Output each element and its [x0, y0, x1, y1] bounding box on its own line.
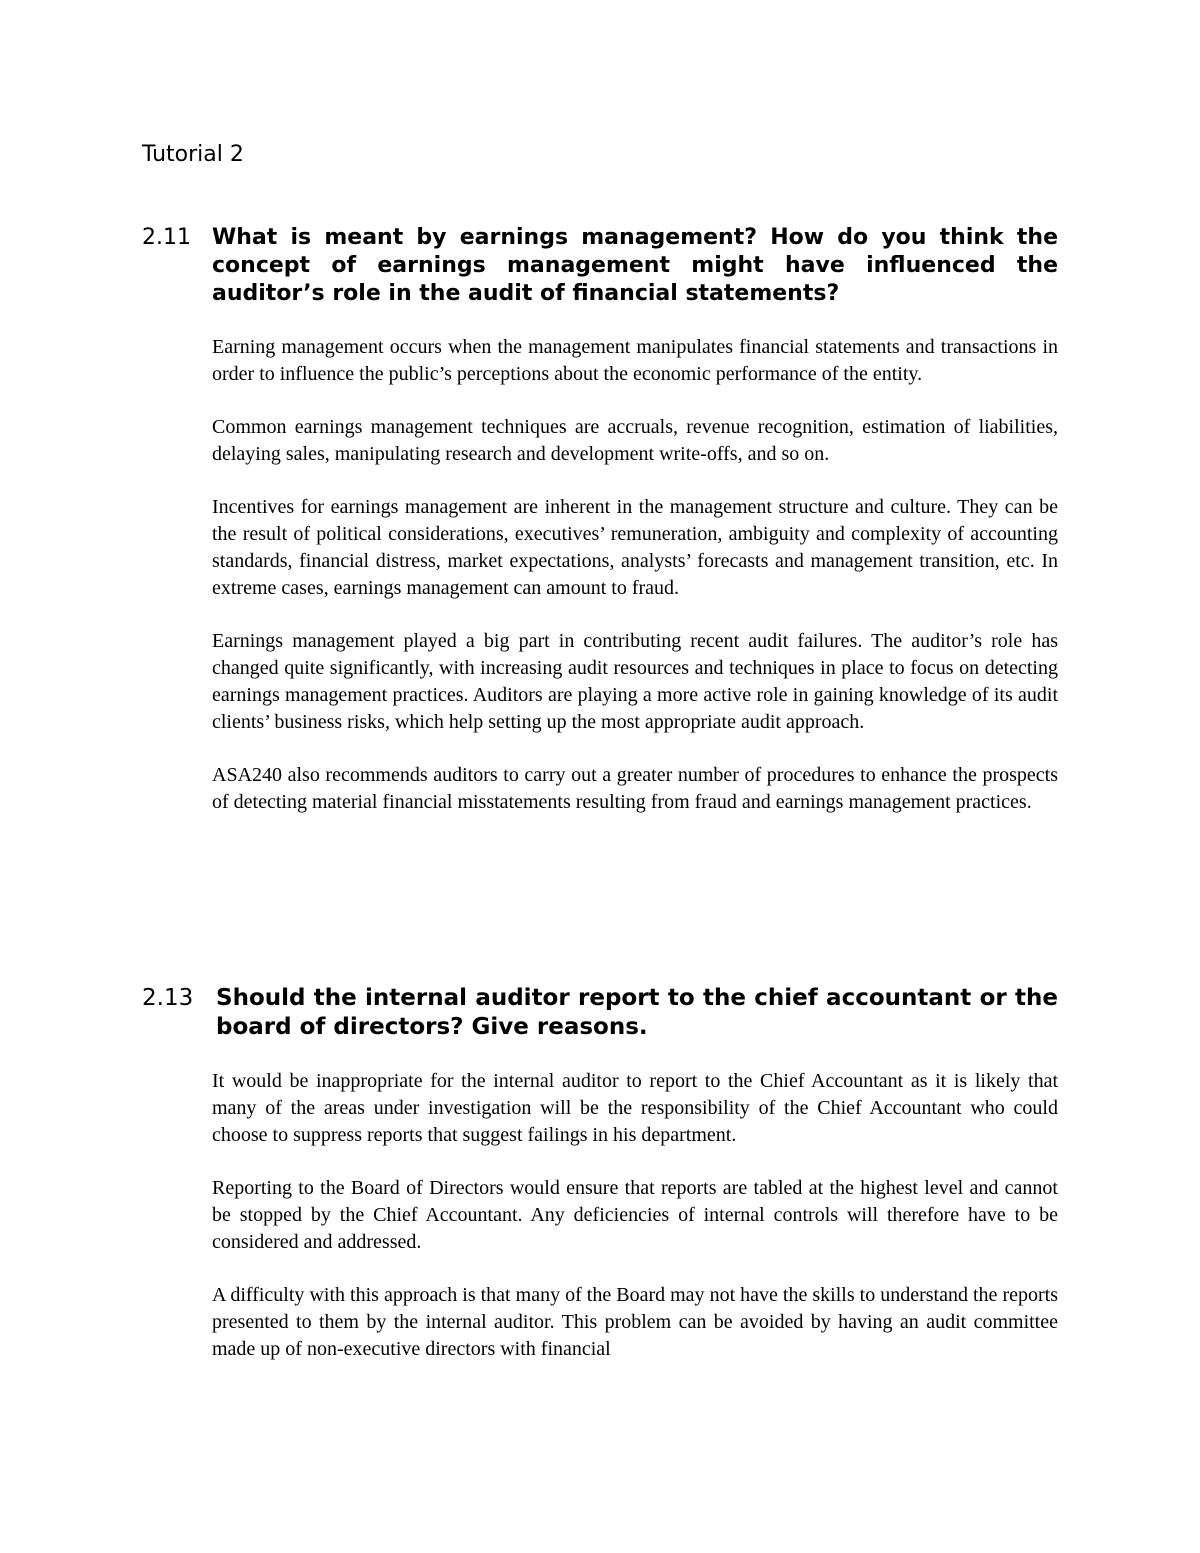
question-text: Should the internal auditor report to the chief accountant or the board of directors? Give reasons.	[216, 985, 1058, 1040]
answer-paragraph: ASA240 also recommends auditors to carry out a greater number of procedures to enhance the prospects of detecting material financial misstatements resulting from fraud and earnings management practices.	[212, 764, 1058, 813]
document-title: Tutorial 2	[142, 142, 244, 167]
answer-paragraph: Earnings management played a big part in contributing recent audit failures. The auditor’s role has changed quite significantly, with increasing audit resources and techniques in place to focus on detecting earnings management practices. Auditors are playing a more active role in gaining knowledge of its audit clients’ business risks, which help setting up the most appropriate audit approach.	[212, 630, 1058, 733]
answer-block	[142, 334, 1058, 816]
question-2-11	[142, 224, 1058, 842]
answer-paragraph: Common earnings management techniques are accruals, revenue recognition, estimation of liabilities, delaying sales, manipulating research and development write-offs, and so on.	[212, 416, 1058, 465]
answer-paragraph: A difficulty with this approach is that many of the Board may not have the skills to understand the reports presented to them by the internal auditor. This problem can be avoided by having an audit committee made up of non-executive directors with financial	[212, 1284, 1058, 1360]
question-2-13	[142, 984, 1058, 1389]
answer-paragraph: It would be inappropriate for the internal auditor to report to the Chief Accountant as it is likely that many of the areas under investigation will be the responsibility of the Chief Accountant who could choose to suppress reports that suggest failings in his department.	[212, 1070, 1058, 1146]
answer-block	[142, 1068, 1058, 1363]
answer-paragraph: Reporting to the Board of Directors would ensure that reports are tabled at the highest level and cannot be stopped by the Chief Accountant. Any deficiencies of internal controls will therefore have to be considered and addressed.	[212, 1177, 1058, 1253]
question-text: What is meant by earnings management? How do you think the concept of earnings management might have influenced the auditor’s role in the audit of financial statements?	[212, 225, 1058, 306]
question-number: 2.11	[142, 225, 191, 250]
question-number: 2.13	[142, 985, 194, 1011]
answer-paragraph: Earning management occurs when the management manipulates financial statements and transactions in order to influence the public’s perceptions about the economic performance of the entity.	[212, 336, 1058, 385]
answer-paragraph: Incentives for earnings management are inherent in the management structure and culture. They can be the result of political considerations, executives’ remuneration, ambiguity and complexity of accounting standards, financial distress, market expectations, analysts’ forecasts and management transition, etc. In extreme cases, earnings management can amount to fraud.	[212, 496, 1058, 599]
